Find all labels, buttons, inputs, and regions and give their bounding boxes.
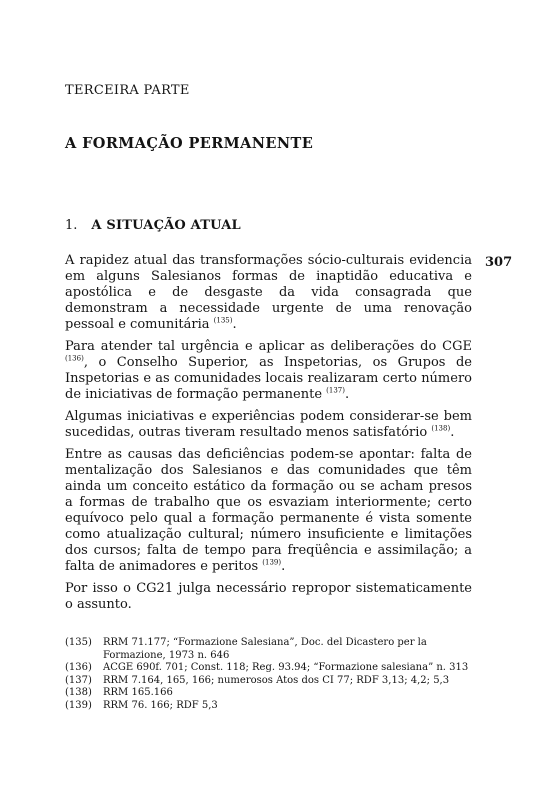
footnote-ref: (138) — [431, 424, 451, 433]
footnote — [65, 687, 475, 700]
footnote-text: RRM 71.177; “Formazione Salesiana”, Doc. del Dicastero per la Formazione, 1973 n. 646 — [103, 637, 427, 661]
footnote-text: RRM 76. 166; RDF 5,3 — [103, 699, 218, 711]
footnote-ref: (137) — [326, 386, 345, 395]
paragraph-text: . — [281, 559, 286, 574]
footnote-text: RRM 7.164, 165, 166; numerosos Atos dos CI 77; RDF 3,13; 4,2; 5,3 — [103, 674, 450, 686]
paragraph-text: Por isso o CG21 julga necessário repropor sistematicamente o assunto. — [65, 581, 472, 612]
paragraph-2 — [65, 339, 472, 403]
part-label: TERCEIRA PARTE — [65, 83, 190, 98]
paragraph-3 — [65, 409, 472, 441]
paragraph-5 — [65, 581, 472, 613]
paragraph-text: Entre as causas das deficiências podem-se apontar: falta de mentalização dos Salesianos e das comunidades que têm ainda um conceito estático da formação ou se acham presos a formas de trabalho que os esvaziam interiormente; certo equívoco pelo qual a formação permanente é vista somente como atualização cultural; número insuficiente e limitações dos cursos; falta de tempo para freqüência e assimilação; a falta de animadores e peritos — [65, 447, 472, 574]
section-heading — [65, 218, 241, 233]
footnote-number: (135) — [65, 637, 92, 648]
body-text — [65, 253, 472, 619]
footnote-number: (136) — [65, 662, 92, 674]
paragraph-text: A rapidez atual das transformações sócio-culturais evidencia em alguns Salesianos formas de inaptidão educativa e apostólica e de desgaste da vida consagrada que demonstram a necessidade urgente de uma renovação pessoal e comunitária — [65, 253, 472, 332]
part-title: A FORMAÇÃO PERMANENTE — [65, 135, 314, 152]
footnote-ref: (139) — [262, 558, 282, 567]
footnote-text: ACGE 690f. 701; Const. 118; Reg. 93.94; “Formazione salesiana” n. 313 — [103, 662, 469, 674]
footnote-number: (139) — [65, 699, 92, 711]
paragraph-1: A rapidez atual das transformações sócio-culturais evidencia em alguns Salesianos formas de inaptidão educativa e apostólica e de desgaste da vida consagrada que demonstram a necessidade urgente de uma renovação pessoal e comunitária $^{(135)}$. — [65, 253, 472, 332]
paragraph-4 — [65, 447, 472, 575]
paragraph-text: Para atender tal urgência e aplicar as deliberações do CGE — [65, 339, 472, 354]
paragraph-text: , o Conselho Superior, as Inspetorias, os Grupos de Inspetorias e as comunidades locais realizaram certo número de iniciativas de formação permanente — [65, 355, 472, 402]
margin-number: 307 — [485, 255, 513, 270]
paragraph-text: Algumas iniciativas e experiências podem considerar-se bem sucedidas, outras tiveram resultado menos satisfatório — [65, 409, 472, 440]
paragraph-text: . — [345, 387, 350, 402]
footnote-ref: (136) — [65, 354, 84, 363]
footnote — [65, 637, 475, 662]
footnote-text: RRM 165.166 — [103, 687, 173, 699]
paragraph-text: . — [450, 425, 455, 440]
footnotes — [65, 637, 475, 713]
footnote — [65, 675, 475, 688]
footnote — [65, 662, 475, 675]
section-number: 1. — [65, 218, 78, 233]
footnote-number: (138) — [65, 687, 92, 699]
footnote — [65, 700, 475, 713]
section-title: A SITUAÇÃO ATUAL — [91, 218, 241, 233]
footnote-number: (137) — [65, 674, 92, 686]
footnote-ref: (135) — [213, 316, 233, 325]
